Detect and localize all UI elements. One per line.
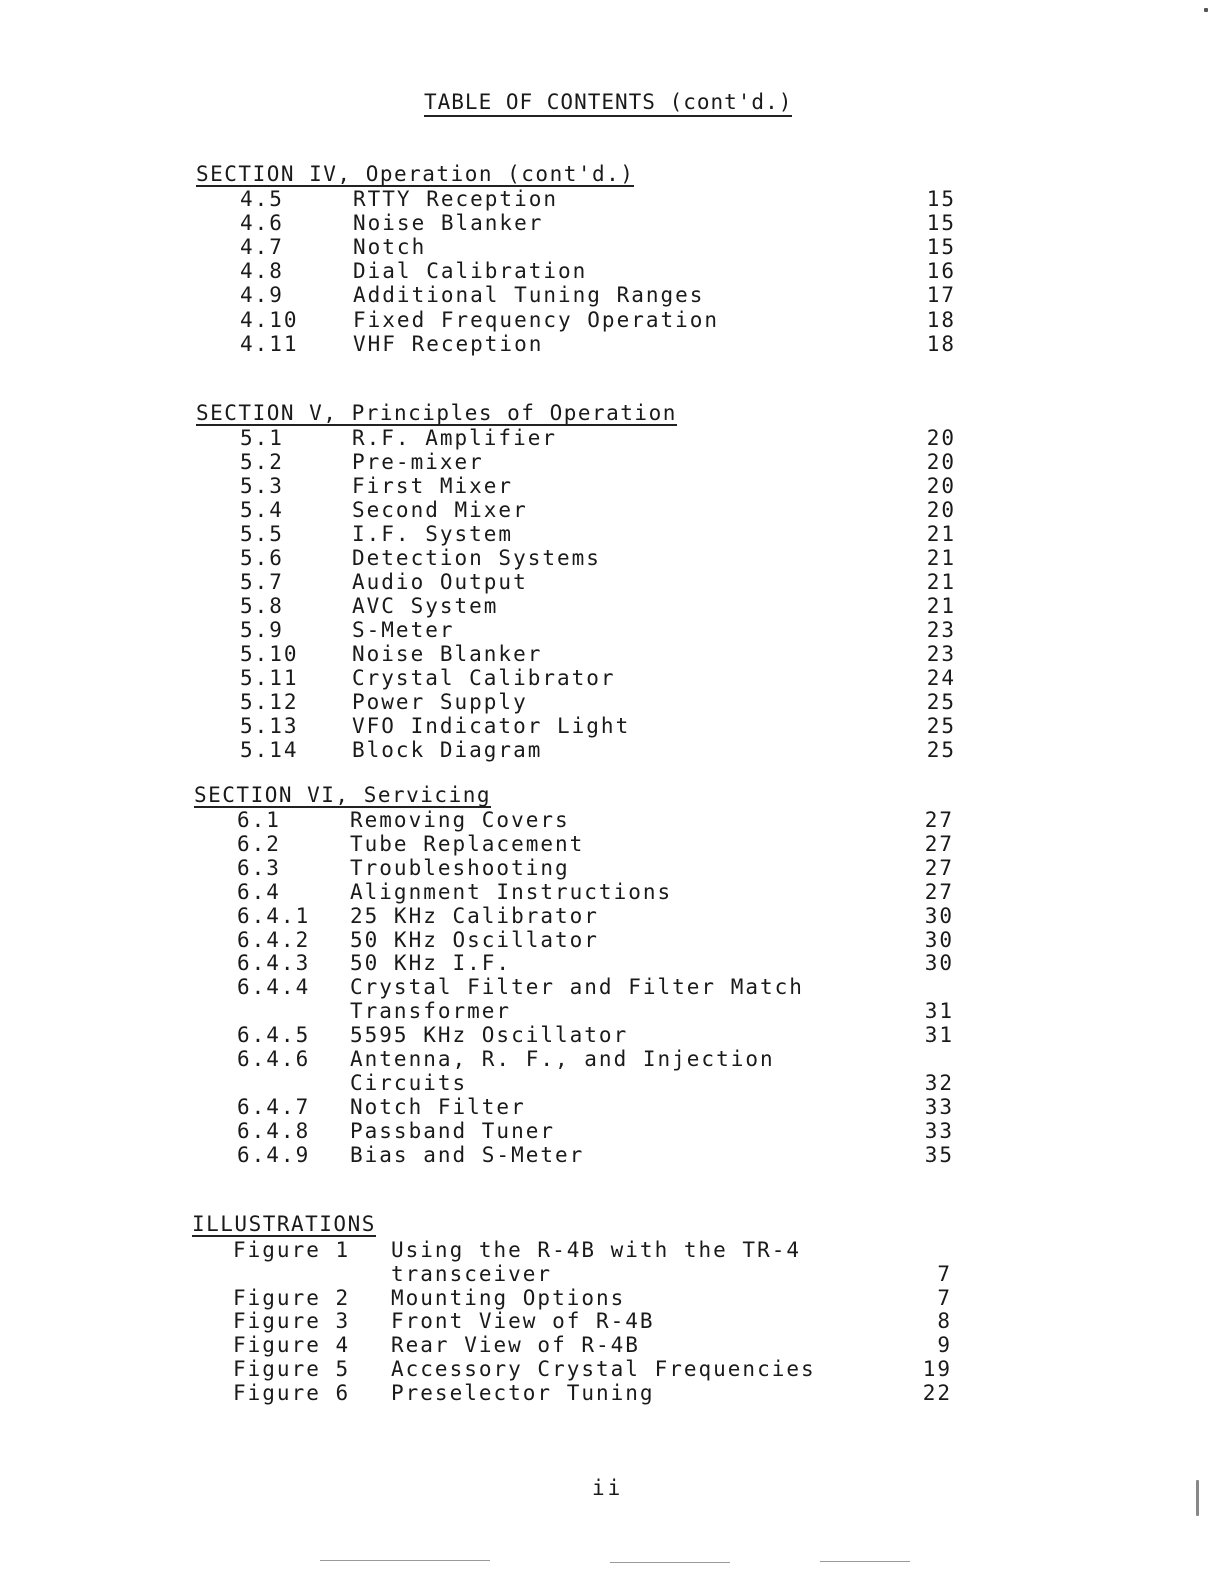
entry-title: Power Supply: [352, 690, 528, 714]
entry-page: 21: [926, 546, 956, 570]
entry-page: 23: [926, 642, 956, 666]
entry-page: 25: [926, 714, 956, 738]
entry-page: 23: [926, 618, 956, 642]
entry-page: 17: [926, 283, 956, 308]
entry-number: 4.8: [240, 259, 284, 284]
entry-title: transceiver: [391, 1261, 553, 1286]
entry-title: Notch: [353, 235, 427, 260]
entry-page: 15: [926, 187, 956, 211]
entry-number: 4.10: [240, 307, 299, 332]
entry-page: 18: [926, 307, 956, 332]
scan-mark: [1196, 1480, 1199, 1516]
entry-page: 21: [926, 570, 956, 594]
entry-title: Front View of R-4B: [391, 1309, 655, 1334]
entry-title: Antenna, R. F., and Injection: [350, 1047, 775, 1071]
entry-number: 6.4.1: [237, 903, 311, 928]
entry-page: 31: [924, 1023, 954, 1048]
entry-page: 30: [924, 951, 954, 976]
entry-title: Troubleshooting: [350, 855, 570, 880]
section-heading: SECTION V, Principles of Operation: [196, 401, 677, 425]
entry-number: 4.7: [240, 235, 284, 260]
entry-number: Figure 2: [233, 1285, 351, 1310]
entry-title: Noise Blanker: [353, 211, 544, 236]
section-heading: ILLUSTRATIONS: [192, 1212, 376, 1236]
entry-number: 6.4.9: [237, 1142, 311, 1167]
scan-rule: [820, 1561, 910, 1562]
entry-page: 33: [924, 1118, 954, 1143]
entry-title: Accessory Crystal Frequencies: [391, 1357, 816, 1381]
entry-page: 20: [926, 498, 956, 522]
entry-number: 5.9: [240, 618, 284, 642]
entry-number: 4.9: [240, 283, 284, 308]
entry-number: 5.13: [240, 714, 299, 738]
entry-title: 5595 KHz Oscillator: [350, 1023, 629, 1048]
entry-title: Crystal Calibrator: [352, 666, 616, 690]
entry-page: 20: [926, 426, 956, 450]
entry-page: 22: [922, 1380, 952, 1405]
entry-number: Figure 4: [233, 1333, 351, 1358]
entry-page: 8: [937, 1309, 952, 1334]
entry-number: 6.4.6: [237, 1047, 311, 1071]
entry-page: 20: [926, 474, 956, 498]
entry-page: 15: [926, 235, 956, 260]
entry-number: 6.4.8: [237, 1118, 311, 1143]
entry-page: 9: [937, 1333, 952, 1358]
entry-title: Second Mixer: [352, 498, 528, 522]
entry-number: 5.5: [240, 522, 284, 546]
entry-number: 6.4: [237, 879, 281, 904]
entry-number: 4.5: [240, 187, 284, 211]
entry-title: Block Diagram: [352, 738, 543, 762]
entry-number: 6.3: [237, 855, 281, 880]
entry-number: 5.4: [240, 498, 284, 522]
entry-title: 50 KHz I.F.: [350, 951, 512, 976]
entry-page: 30: [924, 903, 954, 928]
entry-title: Pre-mixer: [352, 450, 484, 474]
entry-number: 5.12: [240, 690, 299, 714]
entry-page: 31: [924, 999, 954, 1024]
entry-number: 6.4.4: [237, 975, 311, 1000]
entry-page: 30: [924, 927, 954, 952]
entry-title: R.F. Amplifier: [352, 426, 558, 450]
entry-number: 5.7: [240, 570, 284, 594]
entry-number: Figure 5: [233, 1357, 351, 1381]
entry-title: 25 KHz Calibrator: [350, 903, 599, 928]
entry-number: 5.2: [240, 450, 284, 474]
entry-number: 6.4.5: [237, 1023, 311, 1048]
entry-number: 4.11: [240, 331, 299, 356]
entry-title: Alignment Instructions: [350, 879, 673, 904]
entry-number: 5.3: [240, 474, 284, 498]
entry-page: 15: [926, 211, 956, 236]
scan-rule: [610, 1562, 730, 1563]
entry-number: 5.8: [240, 594, 284, 618]
entry-page: 20: [926, 450, 956, 474]
entry-number: 6.4.2: [237, 927, 311, 952]
entry-title: Mounting Options: [391, 1285, 626, 1310]
scan-mark: [1204, 8, 1208, 12]
entry-page: 35: [924, 1142, 954, 1167]
entry-page: 33: [924, 1094, 954, 1119]
entry-number: Figure 3: [233, 1309, 351, 1334]
entry-number: Figure 6: [233, 1380, 351, 1405]
entry-page: 16: [926, 259, 956, 284]
entry-number: Figure 1: [233, 1238, 351, 1262]
entry-page: 32: [924, 1070, 954, 1095]
entry-title: S-Meter: [352, 618, 455, 642]
section-heading: SECTION IV, Operation (cont'd.): [196, 162, 635, 186]
entry-title: Passband Tuner: [350, 1118, 556, 1143]
entry-title: Using the R-4B with the TR-4: [391, 1238, 802, 1262]
entry-title: Noise Blanker: [352, 642, 543, 666]
entry-title: 50 KHz Oscillator: [350, 927, 599, 952]
entry-number: 5.14: [240, 738, 299, 762]
entry-title: I.F. System: [352, 522, 514, 546]
entry-title: VHF Reception: [353, 331, 544, 356]
entry-title: Rear View of R-4B: [391, 1333, 640, 1358]
entry-title: Transformer: [350, 999, 512, 1024]
entry-number: 6.2: [237, 831, 281, 856]
entry-page: 18: [926, 331, 956, 356]
entry-number: 5.6: [240, 546, 284, 570]
entry-title: Preselector Tuning: [391, 1380, 655, 1405]
entry-page: 27: [924, 879, 954, 904]
entry-number: 4.6: [240, 211, 284, 236]
entry-number: 6.4.3: [237, 951, 311, 976]
entry-page: 21: [926, 522, 956, 546]
entry-page: 19: [922, 1357, 952, 1381]
entry-title: Circuits: [350, 1070, 468, 1095]
entry-title: Bias and S-Meter: [350, 1142, 585, 1167]
section-heading: SECTION VI, Servicing: [194, 783, 492, 807]
entry-number: 5.1: [240, 426, 284, 450]
entry-title: Detection Systems: [352, 546, 601, 570]
entry-title: Tube Replacement: [350, 831, 585, 856]
entry-number: 6.1: [237, 808, 281, 832]
entry-page: 27: [924, 831, 954, 856]
entry-title: Additional Tuning Ranges: [353, 283, 705, 308]
scan-rule: [320, 1560, 490, 1561]
entry-number: 6.4.7: [237, 1094, 311, 1119]
entry-page: 7: [937, 1285, 952, 1310]
entry-title: Dial Calibration: [353, 259, 588, 284]
entry-title: First Mixer: [352, 474, 514, 498]
entry-page: 24: [926, 666, 956, 690]
page-number: ii: [592, 1476, 624, 1500]
entry-title: Removing Covers: [350, 808, 570, 832]
entry-title: AVC System: [352, 594, 499, 618]
entry-title: RTTY Reception: [353, 187, 559, 211]
entry-number: 5.11: [240, 666, 299, 690]
entry-page: 21: [926, 594, 956, 618]
page-title: TABLE OF CONTENTS (cont'd.): [424, 90, 792, 117]
entry-title: Crystal Filter and Filter Match: [350, 975, 804, 1000]
entry-title: Notch Filter: [350, 1094, 526, 1119]
entry-page: 27: [924, 855, 954, 880]
entry-page: 25: [926, 690, 956, 714]
entry-page: 27: [924, 808, 954, 832]
entry-page: 25: [926, 738, 956, 762]
entry-title: Audio Output: [352, 570, 528, 594]
entry-page: 7: [937, 1261, 952, 1286]
entry-number: 5.10: [240, 642, 299, 666]
entry-title: VFO Indicator Light: [352, 714, 631, 738]
entry-title: Fixed Frequency Operation: [353, 307, 720, 332]
